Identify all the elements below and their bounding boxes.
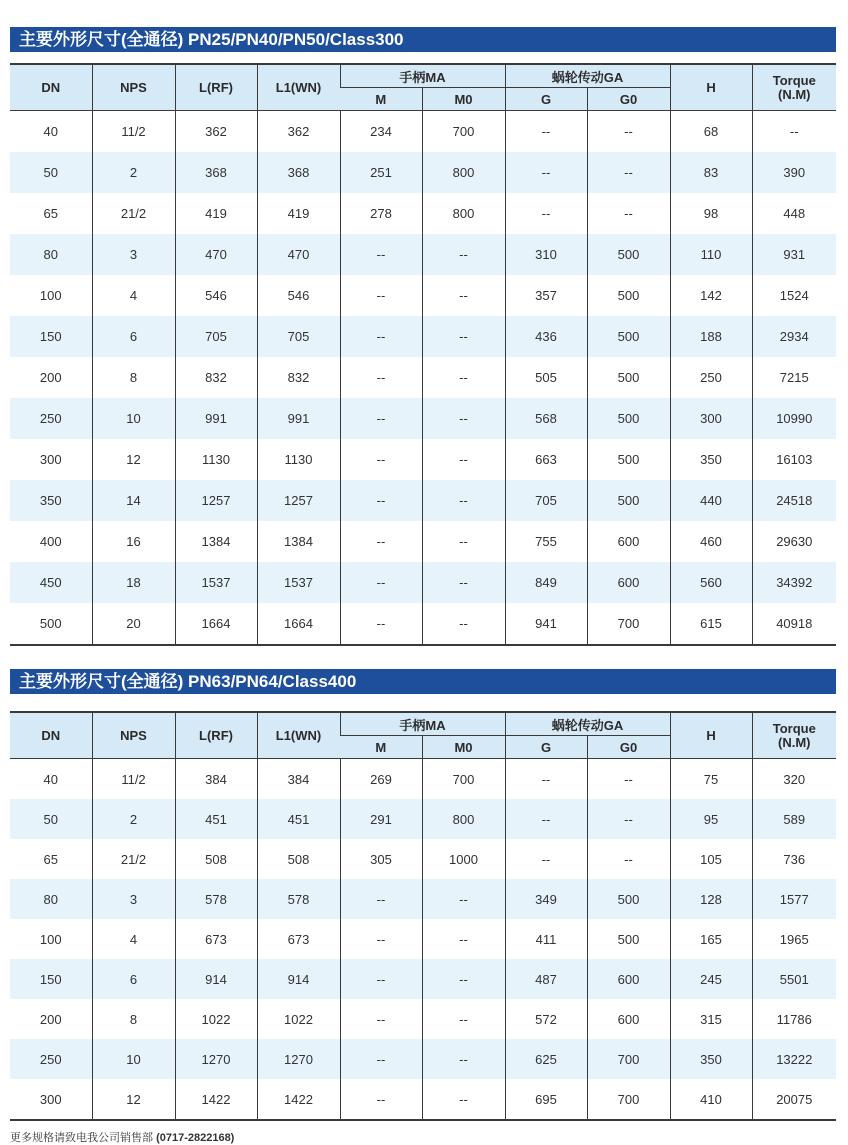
cell-torque: 16103 xyxy=(752,439,836,480)
cell-h: 440 xyxy=(670,480,752,521)
cell-l-rf: 1537 xyxy=(175,562,257,603)
cell-g0: 500 xyxy=(587,919,670,959)
cell-m: -- xyxy=(340,357,422,398)
cell-h: 460 xyxy=(670,521,752,562)
cell-torque: 320 xyxy=(752,759,836,800)
cell-m0: 1000 xyxy=(422,839,505,879)
cell-m0: -- xyxy=(422,480,505,521)
cell-nps: 12 xyxy=(92,1079,175,1120)
cell-m: -- xyxy=(340,879,422,919)
cell-dn: 150 xyxy=(10,316,92,357)
cell-g: -- xyxy=(505,152,587,193)
cell-torque: 11786 xyxy=(752,999,836,1039)
cell-nps: 18 xyxy=(92,562,175,603)
cell-l-rf: 1022 xyxy=(175,999,257,1039)
cell-h: 110 xyxy=(670,234,752,275)
table-row xyxy=(10,1039,836,1079)
cell-l1-wn: 419 xyxy=(257,193,340,234)
footer-contact-note xyxy=(10,1129,234,1145)
cell-dn: 65 xyxy=(43,851,58,867)
cell-g: -- xyxy=(505,759,587,800)
table-row xyxy=(10,275,836,316)
cell-g0: 700 xyxy=(587,1039,670,1079)
cell-l1-wn: 1422 xyxy=(257,1079,340,1120)
table-row xyxy=(10,603,836,645)
cell-dn: 65 xyxy=(43,206,58,221)
cell-dn: 250 xyxy=(10,398,92,439)
cell-g: -- xyxy=(505,839,587,879)
cell-dn: 80 xyxy=(10,879,92,919)
cell-h: 250 xyxy=(670,357,752,398)
cell-torque: 1577 xyxy=(752,879,836,919)
table-row xyxy=(10,480,836,521)
cell-dn: 300 xyxy=(39,1091,62,1107)
col-header-h: H xyxy=(670,712,752,759)
cell-l-rf: 914 xyxy=(175,959,257,999)
col-header-m: M xyxy=(340,88,422,111)
col-group-handle: 手柄MA xyxy=(340,64,505,88)
table-row xyxy=(10,1079,836,1120)
cell-h: 75 xyxy=(670,759,752,800)
cell-l-rf: 384 xyxy=(175,759,257,800)
cell-l-rf: 368 xyxy=(175,152,257,193)
cell-g: -- xyxy=(505,193,587,234)
col-header-m: M xyxy=(340,736,422,759)
cell-torque: 10990 xyxy=(752,398,836,439)
cell-l1-wn: 546 xyxy=(257,275,340,316)
cell-g: 705 xyxy=(505,480,587,521)
cell-torque: 589 xyxy=(752,799,836,839)
cell-m: -- xyxy=(340,439,422,480)
cell-h: 68 xyxy=(670,111,752,153)
cell-g: 941 xyxy=(505,603,587,645)
cell-g0: 600 xyxy=(587,959,670,999)
table-row xyxy=(10,152,836,193)
cell-g0: 500 xyxy=(587,439,670,480)
table-row xyxy=(10,799,836,839)
cell-g0: 700 xyxy=(587,603,670,645)
cell-m: 234 xyxy=(340,111,422,153)
cell-h: 105 xyxy=(670,839,752,879)
cell-torque: 40918 xyxy=(752,603,836,645)
cell-l-rf: 546 xyxy=(175,275,257,316)
cell-m0: -- xyxy=(422,521,505,562)
torque-label: Torque xyxy=(772,720,816,736)
cell-m0: -- xyxy=(422,1039,505,1079)
cell-h: 98 xyxy=(670,193,752,234)
cell-nps: 21/2 xyxy=(92,839,175,879)
cell-m0: -- xyxy=(422,357,505,398)
cell-g: 411 xyxy=(505,919,587,959)
cell-m0: -- xyxy=(422,1079,505,1120)
cell-m: -- xyxy=(340,959,422,999)
cell-g0: -- xyxy=(587,799,670,839)
cell-m: -- xyxy=(340,316,422,357)
cell-l-rf: 451 xyxy=(175,799,257,839)
col-header-l-rf: L(RF) xyxy=(175,64,257,111)
cell-torque: 34392 xyxy=(752,562,836,603)
cell-m: -- xyxy=(340,234,422,275)
cell-g0: 500 xyxy=(587,398,670,439)
cell-g0: 500 xyxy=(587,480,670,521)
col-header-m0: M0 xyxy=(422,736,505,759)
cell-m0: -- xyxy=(422,316,505,357)
cell-nps: 14 xyxy=(92,480,175,521)
table-row xyxy=(10,999,836,1039)
col-header-g0: G0 xyxy=(587,88,670,111)
cell-m: -- xyxy=(340,919,422,959)
cell-nps: 6 xyxy=(92,959,175,999)
cell-m0: -- xyxy=(422,234,505,275)
table-row xyxy=(10,357,836,398)
cell-g: 487 xyxy=(505,959,587,999)
cell-g: 663 xyxy=(505,439,587,480)
cell-nps: 21/2 xyxy=(92,193,175,234)
cell-g: 436 xyxy=(505,316,587,357)
cell-h: 95 xyxy=(670,799,752,839)
cell-m0: 800 xyxy=(422,193,505,234)
cell-g0: 500 xyxy=(587,316,670,357)
cell-dn: 250 xyxy=(10,1039,92,1079)
cell-g: 572 xyxy=(505,999,587,1039)
cell-l-rf: 1422 xyxy=(175,1079,257,1120)
cell-l-rf: 1664 xyxy=(175,603,257,645)
col-header-l1-wn: L1(WN) xyxy=(257,712,340,759)
cell-torque: 29630 xyxy=(752,521,836,562)
cell-m0: -- xyxy=(422,999,505,1039)
col-group-gear: 蜗轮传动GA xyxy=(505,64,670,88)
cell-l1-wn: 470 xyxy=(257,234,340,275)
cell-l-rf: 1384 xyxy=(175,521,257,562)
col-header-l-rf: L(RF) xyxy=(175,712,257,759)
table-row xyxy=(10,879,836,919)
col-header-g: G xyxy=(505,88,587,111)
table-row xyxy=(10,759,836,800)
cell-h: 410 xyxy=(670,1079,752,1120)
cell-dn: 150 xyxy=(10,959,92,999)
cell-l1-wn: 1664 xyxy=(257,603,340,645)
cell-l-rf: 508 xyxy=(175,839,257,879)
cell-l-rf: 470 xyxy=(175,234,257,275)
col-header-m0: M0 xyxy=(422,88,505,111)
torque-label: Torque xyxy=(772,72,816,88)
cell-g0: 500 xyxy=(587,879,670,919)
cell-dn: 100 xyxy=(39,288,62,303)
cell-l-rf: 362 xyxy=(175,111,257,153)
cell-m0: 700 xyxy=(422,759,505,800)
cell-dn: 40 xyxy=(43,771,58,787)
cell-l1-wn: 673 xyxy=(257,919,340,959)
dimension-table-2 xyxy=(10,711,836,1121)
cell-m: -- xyxy=(340,275,422,316)
cell-torque: 24518 xyxy=(752,480,836,521)
cell-g0: -- xyxy=(587,759,670,800)
cell-g0: 600 xyxy=(587,999,670,1039)
cell-torque: 931 xyxy=(752,234,836,275)
cell-g0: 600 xyxy=(587,562,670,603)
cell-nps: 4 xyxy=(92,919,175,959)
table-row xyxy=(10,919,836,959)
cell-l1-wn: 384 xyxy=(257,759,340,800)
cell-m0: -- xyxy=(422,398,505,439)
cell-g: 755 xyxy=(505,521,587,562)
cell-dn: 80 xyxy=(10,234,92,275)
table-row xyxy=(10,111,836,153)
cell-nps: 12 xyxy=(92,439,175,480)
table-row xyxy=(10,193,836,234)
cell-l1-wn: 1257 xyxy=(257,480,340,521)
cell-dn: 50 xyxy=(10,799,92,839)
cell-l-rf: 419 xyxy=(175,193,257,234)
cell-m: -- xyxy=(340,398,422,439)
cell-g0: 500 xyxy=(587,357,670,398)
section-title-1: 主要外形尺寸(全通径) PN25/PN40/PN50/Class300 xyxy=(10,27,836,52)
table-row xyxy=(10,839,836,879)
cell-nps: 2 xyxy=(92,799,175,839)
cell-torque: 736 xyxy=(752,839,836,879)
cell-g: 505 xyxy=(505,357,587,398)
cell-nps: 4 xyxy=(92,275,175,316)
cell-torque: 5501 xyxy=(752,959,836,999)
col-header-nps: NPS xyxy=(92,712,175,759)
cell-l1-wn: 832 xyxy=(257,357,340,398)
cell-l-rf: 673 xyxy=(175,919,257,959)
cell-h: 315 xyxy=(670,999,752,1039)
cell-g0: 700 xyxy=(587,1079,670,1120)
col-header-g0: G0 xyxy=(587,736,670,759)
cell-g0: -- xyxy=(587,152,670,193)
cell-torque: 390 xyxy=(752,152,836,193)
col-header-nps: NPS xyxy=(92,64,175,111)
footer-text: 更多规格请致电我公司销售部 xyxy=(10,1132,153,1144)
cell-m0: -- xyxy=(422,562,505,603)
col-header-torque xyxy=(752,712,836,759)
cell-nps: 8 xyxy=(92,999,175,1039)
cell-nps: 6 xyxy=(92,316,175,357)
col-group-handle: 手柄MA xyxy=(340,712,505,736)
cell-nps: 2 xyxy=(92,152,175,193)
cell-h: 350 xyxy=(670,439,752,480)
cell-l1-wn: 991 xyxy=(257,398,340,439)
cell-g0: -- xyxy=(587,111,670,153)
cell-m0: 700 xyxy=(422,111,505,153)
cell-m0: -- xyxy=(422,275,505,316)
cell-torque: 448 xyxy=(752,193,836,234)
dimension-table-1 xyxy=(10,63,836,646)
cell-l1-wn: 508 xyxy=(257,839,340,879)
cell-l1-wn: 1130 xyxy=(257,439,340,480)
cell-torque: 7215 xyxy=(752,357,836,398)
cell-dn: 50 xyxy=(10,152,92,193)
cell-dn: 350 xyxy=(10,480,92,521)
cell-m0: -- xyxy=(422,439,505,480)
cell-m0: 800 xyxy=(422,799,505,839)
cell-m: -- xyxy=(340,480,422,521)
cell-torque: 20075 xyxy=(752,1079,836,1120)
cell-dn: 200 xyxy=(39,1011,62,1027)
footer-phone: (0717-2822168) xyxy=(156,1132,235,1144)
cell-g: -- xyxy=(505,799,587,839)
cell-m: -- xyxy=(340,1079,422,1120)
cell-g: 357 xyxy=(505,275,587,316)
cell-nps: 10 xyxy=(92,1039,175,1079)
cell-g0: -- xyxy=(587,193,670,234)
cell-l1-wn: 1384 xyxy=(257,521,340,562)
cell-l1-wn: 705 xyxy=(257,316,340,357)
cell-nps: 11/2 xyxy=(92,759,175,800)
cell-torque: 1524 xyxy=(752,275,836,316)
cell-l-rf: 1257 xyxy=(175,480,257,521)
cell-h: 245 xyxy=(670,959,752,999)
cell-l1-wn: 1270 xyxy=(257,1039,340,1079)
cell-m0: -- xyxy=(422,879,505,919)
cell-torque: -- xyxy=(752,111,836,153)
cell-l1-wn: 914 xyxy=(257,959,340,999)
cell-h: 142 xyxy=(670,275,752,316)
cell-m0: -- xyxy=(422,919,505,959)
cell-g: 568 xyxy=(505,398,587,439)
cell-l-rf: 705 xyxy=(175,316,257,357)
cell-h: 188 xyxy=(670,316,752,357)
cell-g: 625 xyxy=(505,1039,587,1079)
cell-h: 128 xyxy=(670,879,752,919)
col-header-l1-wn: L1(WN) xyxy=(257,64,340,111)
cell-nps: 10 xyxy=(92,398,175,439)
cell-m0: -- xyxy=(422,603,505,645)
cell-m0: 800 xyxy=(422,152,505,193)
table-row xyxy=(10,959,836,999)
cell-g: 310 xyxy=(505,234,587,275)
table-row xyxy=(10,562,836,603)
cell-m: 291 xyxy=(340,799,422,839)
cell-l1-wn: 1022 xyxy=(257,999,340,1039)
cell-dn: 450 xyxy=(10,562,92,603)
cell-dn: 200 xyxy=(39,370,62,385)
cell-m: 278 xyxy=(340,193,422,234)
cell-l1-wn: 1537 xyxy=(257,562,340,603)
cell-nps: 20 xyxy=(92,603,175,645)
cell-l-rf: 578 xyxy=(175,879,257,919)
cell-g0: 500 xyxy=(587,275,670,316)
cell-l1-wn: 362 xyxy=(257,111,340,153)
cell-nps: 16 xyxy=(92,521,175,562)
cell-g: 849 xyxy=(505,562,587,603)
cell-torque: 13222 xyxy=(752,1039,836,1079)
cell-nps: 11/2 xyxy=(92,111,175,153)
cell-l1-wn: 451 xyxy=(257,799,340,839)
cell-l-rf: 832 xyxy=(175,357,257,398)
col-header-dn: DN xyxy=(10,64,92,111)
cell-m0: -- xyxy=(422,959,505,999)
cell-g0: 500 xyxy=(587,234,670,275)
torque-unit: (N.M) xyxy=(778,734,811,750)
col-header-h: H xyxy=(670,64,752,111)
cell-torque: 2934 xyxy=(752,316,836,357)
cell-l-rf: 1270 xyxy=(175,1039,257,1079)
col-header-g: G xyxy=(505,736,587,759)
cell-h: 615 xyxy=(670,603,752,645)
cell-g0: 600 xyxy=(587,521,670,562)
cell-m: -- xyxy=(340,1039,422,1079)
table-row xyxy=(10,521,836,562)
torque-unit: (N.M) xyxy=(778,86,811,102)
cell-m: -- xyxy=(340,521,422,562)
col-header-torque xyxy=(752,64,836,111)
table-row xyxy=(10,234,836,275)
cell-g0: -- xyxy=(587,839,670,879)
cell-m: 269 xyxy=(340,759,422,800)
cell-l1-wn: 368 xyxy=(257,152,340,193)
cell-dn: 400 xyxy=(39,534,62,549)
cell-l-rf: 1130 xyxy=(175,439,257,480)
cell-m: 251 xyxy=(340,152,422,193)
table-row xyxy=(10,398,836,439)
cell-m: -- xyxy=(340,999,422,1039)
cell-m: 305 xyxy=(340,839,422,879)
cell-g: -- xyxy=(505,111,587,153)
cell-h: 300 xyxy=(670,398,752,439)
section-title-2: 主要外形尺寸(全通径) PN63/PN64/Class400 xyxy=(10,669,836,694)
col-header-dn: DN xyxy=(10,712,92,759)
cell-dn: 300 xyxy=(39,452,62,467)
cell-dn: 40 xyxy=(43,124,58,139)
cell-nps: 8 xyxy=(92,357,175,398)
cell-g: 695 xyxy=(505,1079,587,1120)
cell-h: 83 xyxy=(670,152,752,193)
cell-nps: 3 xyxy=(92,879,175,919)
cell-l1-wn: 578 xyxy=(257,879,340,919)
cell-nps: 3 xyxy=(92,234,175,275)
cell-g: 349 xyxy=(505,879,587,919)
table-row xyxy=(10,316,836,357)
cell-h: 165 xyxy=(670,919,752,959)
cell-m: -- xyxy=(340,562,422,603)
cell-dn: 100 xyxy=(39,931,62,947)
cell-dn: 500 xyxy=(39,616,62,631)
table-row xyxy=(10,439,836,480)
cell-m: -- xyxy=(340,603,422,645)
cell-torque: 1965 xyxy=(752,919,836,959)
cell-l-rf: 991 xyxy=(175,398,257,439)
cell-h: 560 xyxy=(670,562,752,603)
col-group-gear: 蜗轮传动GA xyxy=(505,712,670,736)
cell-h: 350 xyxy=(670,1039,752,1079)
